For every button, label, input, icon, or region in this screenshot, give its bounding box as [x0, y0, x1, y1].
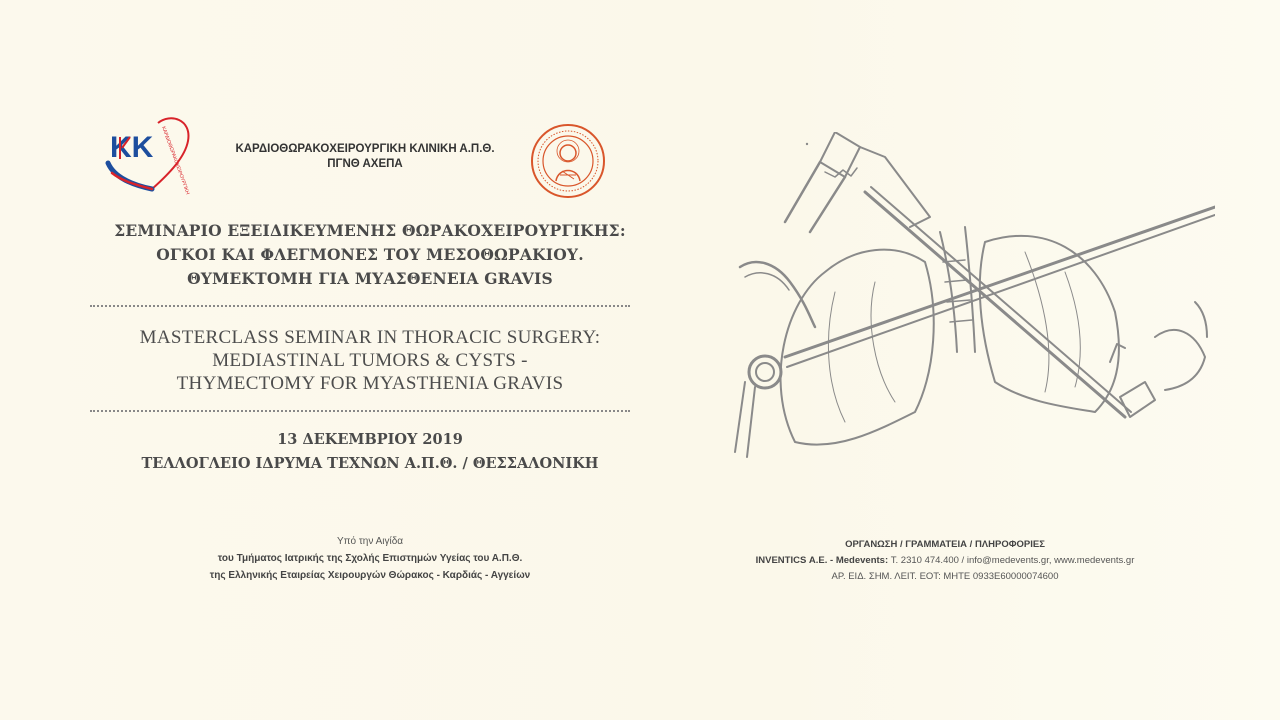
- clinic-name-line2: ΠΓΝΘ ΑΧΕΠΑ: [327, 158, 403, 170]
- event-venue: ΤΕΛΛΟΓΛΕΙΟ ΙΔΡΥΜΑ ΤΕΧΝΩΝ Α.Π.Θ. / ΘΕΣΣΑΛΟΝΙΚΗ: [141, 455, 599, 472]
- organization-registry: ΑΡ. ΕΙΔ. ΣΗΜ. ΛΕΙΤ. ΕΟΤ: ΜΗΤΕ 0933E60000074600: [831, 571, 1059, 582]
- event-date: 13 ΔΕΚΕΜΒΡΙΟΥ 2019: [277, 431, 463, 448]
- logo-initials: KK: [110, 131, 154, 164]
- aegis-line2: της Ελληνικής Εταιρείας Χειρουργών Θώρακος - Καρδιάς - Αγγείων: [209, 570, 531, 581]
- university-seal-icon: [530, 123, 606, 199]
- organization-company: INVENTICS Α.Ε. - Medevents:: [755, 555, 889, 566]
- clinic-logo-icon: [100, 115, 192, 195]
- dotted-divider-bottom: [90, 410, 630, 412]
- title-greek-line1: ΣΕΜΙΝΑΡΙΟ ΕΞΕΙΔΙΚΕΥΜΕΝΗΣ ΘΩΡΑΚΟΧΕΙΡΟΥΡΓΙΚΗΣ:: [114, 221, 626, 240]
- organization-contact: Τ. 2310 474.400 / info@medevents.gr, www.medevents.gr: [890, 555, 1135, 566]
- aegis-intro: Υπό την Αιγίδα: [336, 536, 404, 547]
- logo-arc-text: ΚΑΡΔΙΟΘΩΡΑΚΟΧΕΙΡΟΥΡΓΙΚΗ: [160, 125, 191, 195]
- aegis-line1: του Τμήματος Ιατρικής της Σχολής Επιστημών Υγείας του Α.Π.Θ.: [217, 553, 523, 564]
- organization-block: [720, 537, 1170, 585]
- organization-heading: ΟΡΓΑΝΩΣΗ / ΓΡΑΜΜΑΤΕΙΑ / ΠΛΗΡΟΦΟΡΙΕΣ: [845, 539, 1045, 550]
- surgical-instruments-sketch-icon: [725, 132, 1215, 462]
- title-english-line3: THYMECTOMY FOR MYASTHENIA GRAVIS: [176, 373, 564, 394]
- title-english: [60, 326, 680, 395]
- clinic-name: [200, 142, 530, 172]
- dotted-divider-top: [90, 305, 630, 307]
- title-english-line1: MASTERCLASS SEMINAR IN THORACIC SURGERY:: [139, 327, 601, 348]
- title-greek-line3: ΘΥΜΕΚΤΟΜΗ ΓΙΑ ΜΥΑΣΘΕΝΕΙΑ GRAVIS: [187, 269, 553, 288]
- title-greek-line2: ΟΓΚΟΙ ΚΑΙ ΦΛΕΓΜΟΝΕΣ ΤΟΥ ΜΕΣΟΘΩΡΑΚΙΟΥ.: [156, 245, 584, 264]
- organization-contact-line: [720, 553, 1170, 569]
- title-greek: [60, 219, 680, 291]
- title-english-line2: MEDIASTINAL TUMORS & CYSTS -: [212, 350, 528, 371]
- clinic-name-line1: ΚΑΡΔΙΟΘΩΡΑΚΟΧΕΙΡΟΥΡΓΙΚΗ ΚΛΙΝΙΚΗ Α.Π.Θ.: [235, 143, 495, 155]
- aegis-block: [140, 533, 600, 584]
- event-info: [60, 428, 680, 476]
